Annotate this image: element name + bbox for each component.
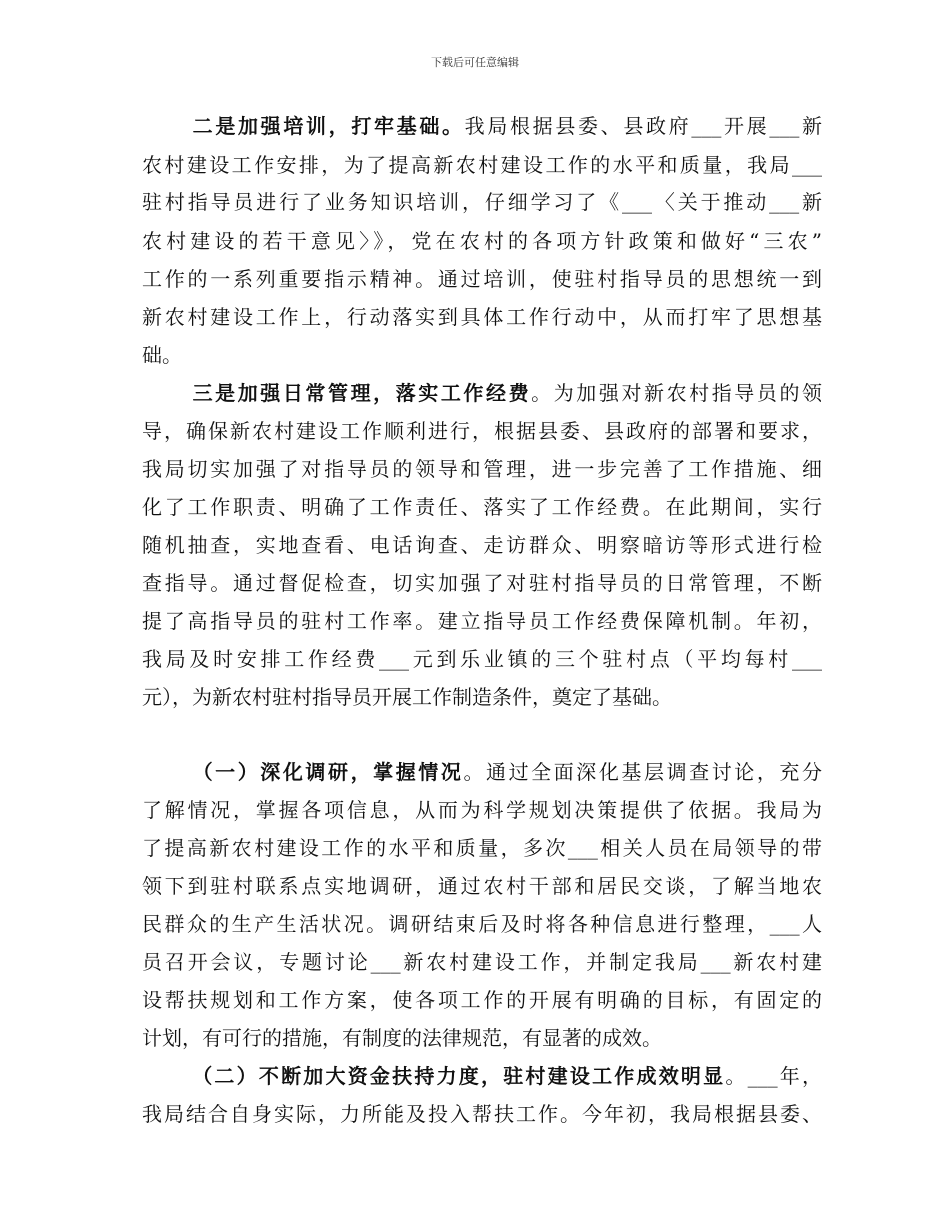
p3-line-7: 设帮扶规划和工作方案，使各项工作的开展有明确的目标，有固定的 [142,988,822,1012]
p1-line-7: 础。 [142,343,182,367]
p3-line-8: 计划，有可行的措施，有制度的法律规范，有显著的成效。 [142,1026,662,1050]
p3-line-1 [142,760,822,784]
p1-line-4: 农村建设的若干意见〉》，党在农村的各项方针政策和做好“三农” [142,229,822,253]
p2-line-5: 随机抽查，实地查看、电话询查、走访群众、明察暗访等形式进行检 [142,533,822,557]
p1-line-6: 新农村建设工作上，行动落实到具体工作行动中，从而打牢了思想基 [142,305,822,329]
p1-line-5: 工作的一系列重要指示精神。通过培训，使驻村指导员的思想统一到 [142,267,822,291]
p2-line-4: 化了工作职责、明确了工作责任、落实了工作经费。在此期间，实行 [142,495,822,519]
p4-line-1 [142,1064,822,1088]
p3-line-2: 了解情况，掌握各项信息，从而为科学规划决策提供了依据。我局为 [142,798,822,822]
p2-line-1-text: 。为加强对新农村指导员的领 [531,381,823,405]
page-header: 下载后可任意编辑 [431,56,519,69]
p4-line-1-text: 。___年， [725,1064,823,1088]
p2-line-6: 查指导。通过督促检查，切实加强了对驻村指导员的日常管理，不断 [142,571,822,595]
p2-line-8: 我局及时安排工作经费___元到乐业镇的三个驻村点（平均每村___ [142,647,822,671]
p3-line-6: 员召开会议，专题讨论___新农村建设工作，并制定我局___新农村建 [142,950,822,974]
p1-line-3: 驻村指导员进行了业务知识培训，仔细学习了《___〈关于推动___新 [142,190,822,214]
p3-line-4: 领下到驻村联系点实地调研，通过农村干部和居民交谈，了解当地农 [142,874,822,898]
p1-line-1 [142,114,822,138]
p1-line-2: 农村建设工作安排，为了提高新农村建设工作的水平和质量，我局___ [142,153,822,177]
p2-line-3: 我局切实加强了对指导员的领导和管理，进一步完善了工作措施、细 [142,457,822,481]
p1-line-1-text: 我局根据县委、县政府___开展___新 [464,114,823,138]
p2-heading: 三是加强日常管理，落实工作经费 [190,381,532,405]
p4-line-2: 我局结合自身实际，力所能及投入帮扶工作。今年初，我局根据县委、 [142,1102,822,1126]
p2-line-2: 导，确保新农村建设工作顺利进行，根据县委、县政府的部署和要求， [142,419,822,443]
p2-line-1 [142,381,822,405]
section-heading [142,722,822,746]
p3-line-3: 了提高新农村建设工作的水平和质量，多次___相关人员在局领导的带 [142,836,822,860]
p4-heading: （二）不断加大资金扶持力度，驻村建设工作成效明显 [190,1064,726,1088]
p3-heading: （一）深化调研，掌握情况 [190,760,464,784]
p2-line-7: 提了高指导员的驻村工作率。建立指导员工作经费保障机制。年初， [142,609,822,633]
p2-line-9: 元），为新农村驻村指导员开展工作制造条件，奠定了基础。 [142,685,672,709]
p3-line-5: 民群众的生产生活状况。调研结束后及时将各种信息进行整理，___人 [142,912,822,936]
p3-line-1-text: 。通过全面深化基层调查讨论，充分 [463,760,823,784]
p1-heading: 二是加强培训，打牢基础。 [190,114,465,138]
